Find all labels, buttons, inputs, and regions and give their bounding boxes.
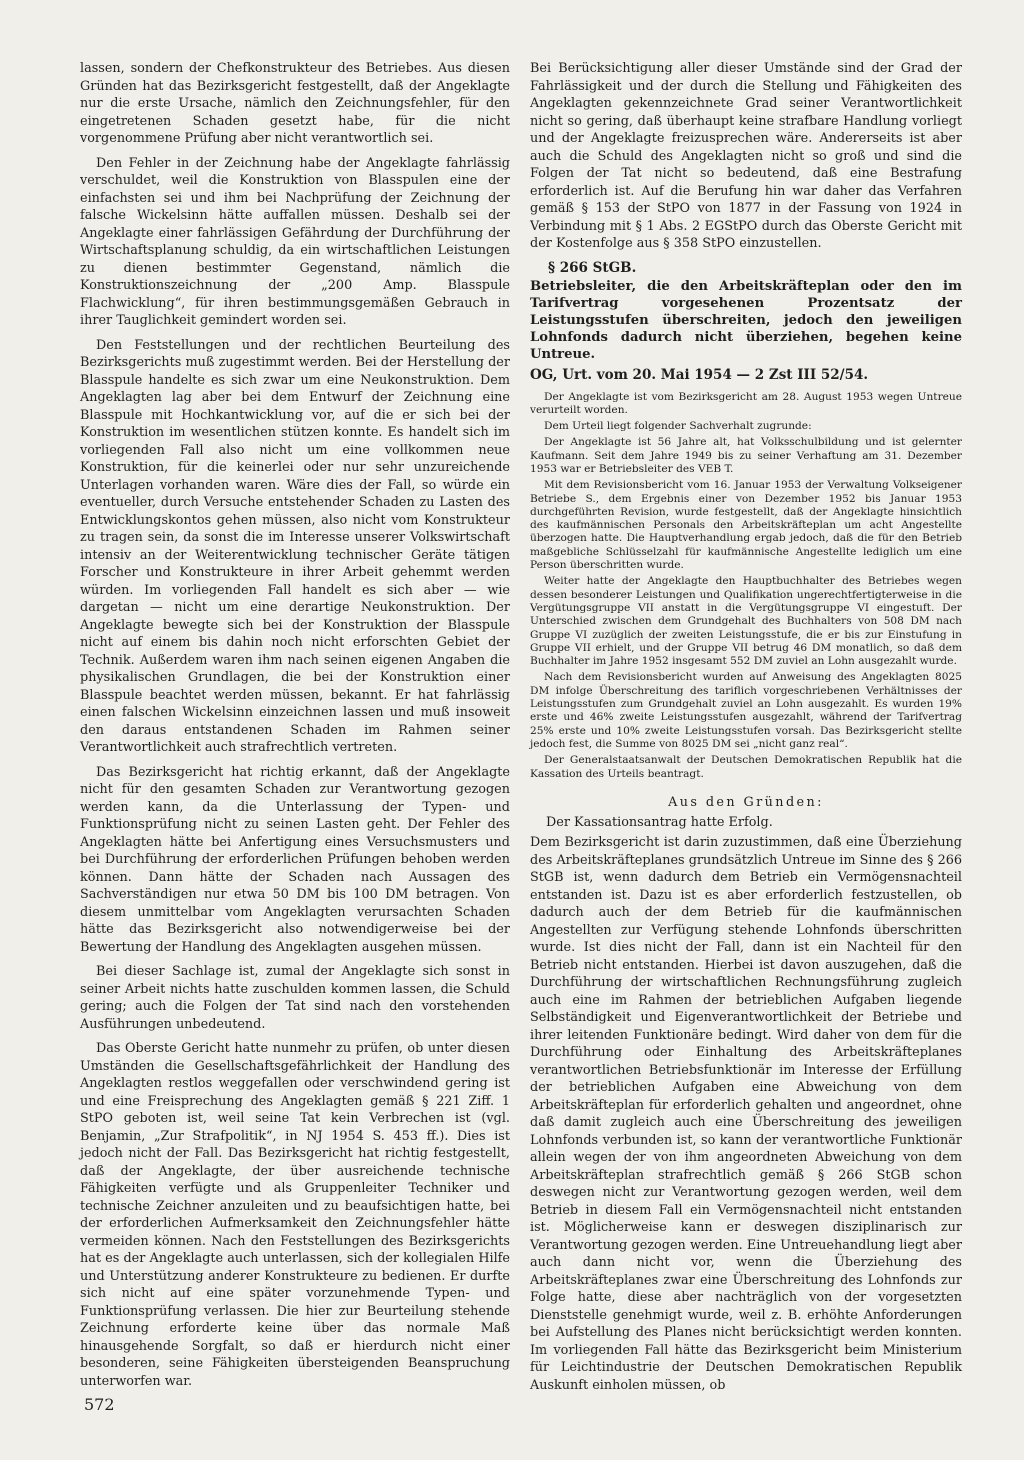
small-paragraph: Der Angeklagte ist vom Bezirksgericht am 28. August 1953 wegen Untreue verurteilt worden.: [530, 390, 962, 416]
result-line: Der Kassationsantrag hatte Erfolg.: [546, 814, 773, 830]
facts-block: [530, 391, 962, 781]
small-paragraph: Mit dem Revisionsbericht vom 16. Januar 1953 der Verwaltung Volkseigener Betriebe S., dem Ergebnis einer von Dezember 1952 bis Januar 1953 durchgeführten Revision, wurde festgestellt, daß der Angeklagte hinsichtlich des kaufmännischen Personals den Arbeitskräfteplan um acht Angestellte überzogen hatte. Die Hauptverhandlung ergab jedoch, daß die für den Betrieb maßgebliche Schlüsselzahl für kaufmännische Angestellte lediglich um eine Person überschritten wurde.: [530, 479, 962, 572]
small-paragraph: Dem Urteil liegt folgender Sachverhalt zugrunde:: [544, 420, 812, 433]
paragraph: Bei Berücksichtigung aller dieser Umstände sind der Grad der Fahrlässigkeit und der durch die Stellung und Fähigkeiten des Angeklagten gekennzeichnete Grad seiner Verantwortlichkeit nicht so gering, daß überhaupt keine strafbare Handlung vorliegt und der Angeklagte freizusprechen wäre. Andererseits ist aber auch die Schuld des Angeklagten nicht so groß und sind die Folgen der Tat nicht so bedeutend, daß eine Bestrafung erforderlich ist. Auf die Berufung hin war daher das Verfahren gemäß § 153 der StPO von 1877 in der Fassung von 1924 in Verbindung mit § 1 Abs. 2 EGStPO durch das Oberste Gericht mit der Kostenfolge aus § 358 StPO einzustellen.: [530, 61, 962, 251]
leitsatz-heading: Betriebsleiter, die den Arbeitskräfteplan oder den im Tarifvertrag vorgesehenen Prozentsatz der Leistungsstufen überschreiten, jedoch den jeweiligen Lohnfonds dadurch nicht überziehen, begehen keine Untreue.: [530, 278, 962, 362]
right-column: [530, 60, 962, 1401]
court-reference: OG, Urt. vom 20. Mai 1954 — 2 Zst III 52/54.: [530, 366, 869, 383]
paragraph: Den Feststellungen und der rechtlichen Beurteilung des Bezirksgerichts muß zugestimmt werden. Bei der Herstellung der Blasspule handelte es sich zwar um eine Neukonstruktion. Dem Angeklagten lag aber bei dem Entwurf der Zeichnung eine Blasspule mit Hochkantwicklung vor, auf die er sich bei der Konstruktion im wesentlichen stützen konnte. Es handelt sich im vorliegenden Fall also nicht um eine vollkommen neue Konstruktion, für die keinerlei oder nur sehr unzureichende Unterlagen vorhanden waren. Wäre dies der Fall, so würde ein eventueller, durch Versuche entstehender Schaden zu Lasten des Entwicklungskontos gehen müssen, also nicht vom Konstrukteur zu tragen sein, da sonst die im Interesse unserer Volkswirtschaft intensiv an der Weiterentwicklung technischer Geräte tätigen Forscher und Konstrukteure in ihrer Arbeit gehemmt werden würden. Im vorliegenden Fall handelt es sich aber — wie dargetan — nicht um eine derartige Neukonstruktion. Der Angeklagte bewegte sich bei der Konstruktion der Blasspule nicht auf einem bis dahin noch nicht erforschten Gebiet der Technik. Außerdem waren ihm nach seinen eigenen Angaben die physikalischen Grundlagen, die bei der Konstruktion einer Blasspule beachtet werden müssen, bekannt. Er hat fahrlässig einen falschen Wickelsinn einzeichnen lassen und muß insoweit den daraus entstandenen Schaden im Rahmen seiner Verantwortlichkeit auch strafrechtlich vertreten.: [80, 337, 510, 755]
small-paragraph: Weiter hatte der Angeklagte den Hauptbuchhalter des Betriebes wegen dessen besonderer Leistungen und Qualifikation ungerechtfertigterweise in die Vergütungsgruppe VII anstatt in die Vergütungsgruppe VI eingestuft. Der Unterschied zwischen dem Grundgehalt des Buchhalters von 508 DM nach Gruppe VI zuzüglich der zweiten Leistungsstufe, die er bis zur Einstufung in Gruppe VII erhielt, und der Gruppe VII betrug 46 DM monatlich, so daß dem Buchhalter im Jahre 1952 insgesamt 552 DM zuviel an Lohn ausgezahlt wurde.: [530, 575, 962, 668]
left-column: [80, 60, 510, 1397]
paragraph: Den Fehler in der Zeichnung habe der Angeklagte fahrlässig verschuldet, weil die Konstruktion von Blasspulen eine der einfachsten sei und ihm bei Nachprüfung der Zeichnung der falsche Wickelsinn hätte auffallen müssen. Deshalb sei der Angeklagte einer fahrlässigen Gefährdung der Durchführung der Wirtschaftsplanung schuldig, da ein wirtschaftlichen Leistungen zu dienen bestimmter Gegenstand, nämlich die Konstruktionszeichnung der „200 Amp. Blasspule Flachwicklung“, für ihren bestimmungsgemäßen Gebrauch in ihrer Tauglichkeit gemindert worden sei.: [80, 155, 510, 328]
section-heading: § 266 StGB.: [548, 259, 637, 276]
paragraph: Das Oberste Gericht hatte nunmehr zu prüfen, ob unter diesen Umständen die Gesellschaftsgefährlichkeit der Handlung des Angeklagten restlos weggefallen oder verschwindend gering ist und eine Freisprechung des Angeklagten gemäß § 221 Ziff. 1 StPO geboten ist, weil seine Tat kein Verbrechen ist (vgl. Benjamin, „Zur Strafpolitik“, in NJ 1954 S. 453 ff.). Dies ist jedoch nicht der Fall. Das Bezirksgericht hat richtig festgestellt, daß der Angeklagte, der über ausreichende technische Fähigkeiten verfügte und als Gruppenleiter Techniker und technische Zeichner anzuleiten und zu beaufsichtigen hatte, bei der erforderlichen Aufmerksamkeit den Zeichnungsfehler hätte vermeiden können. Nach den Feststellungen des Bezirksgerichts hat es der Angeklagte auch unterlassen, sich der kollegialen Hilfe und Unterstützung anderer Konstrukteure zu bedienen. Er durfte sich nicht auf eine später vorzunehmende Typen- und Funktionsprüfung verlassen. Die hier zur Beurteilung stehende Zeichnung erforderte keine über das normale Maß hinausgehende Sorgfalt, so daß er hierdurch nicht einer besonderen, seine Fähigkeiten übersteigenden Beanspruchung unterworfen war.: [80, 1041, 510, 1389]
small-paragraph: Nach dem Revisionsbericht wurden auf Anweisung des Angeklagten 8025 DM infolge Überschreitung des tariflich vorgeschriebenen Verhältnisses der Leistungsstufen zum Grundgehalt zuviel an Lohn ausgezahlt. Es wurden 19% erste und 46% zweite Leistungsstufen ausgezahlt, während der Tarifvertrag 25% erste und 10% zweite Leistungsstufen vorsah. Das Bezirksgericht stellte jedoch fest, die Summe von 8025 DM sei „nicht ganz real“.: [530, 671, 962, 750]
paragraph: Dem Bezirksgericht ist darin zuzustimmen, daß eine Überziehung des Arbeitskräfteplanes grundsätzlich Untreue im Sinne des § 266 StGB ist, wenn dadurch dem Betrieb ein Vermögensnachteil entstanden ist. Dazu ist es aber erforderlich festzustellen, ob dadurch auch der dem Betrieb für die kaufmännischen Angestellten zur Verfügung stehende Lohnfonds überschritten wurde. Ist dies nicht der Fall, dann ist ein Nachteil für den Betrieb nicht entstanden. Hierbei ist davon auszugehen, daß die Durchführung der wirtschaftlichen Rechnungsführung zugleich auch eine im Rahmen der betrieblichen Aufgaben liegende Selbständigkeit und Eigenverantwortlichkeit der Betriebe und ihrer leitenden Funktionäre bedingt. Wird daher von dem für die Durchführung oder Einhaltung des Arbeitskräfteplanes verantwortlichen Betriebsfunktionär im Interesse der Erfüllung der betrieblichen Aufgaben eine Abweichung von dem Arbeitskräfteplan für erforderlich gehalten und angeordnet, ohne daß damit zugleich auch eine Überschreitung des jeweiligen Lohnfonds verbunden ist, so kann der verantwortliche Funktionär allein wegen der von ihm angeordneten Abweichung von dem Arbeitskräfteplan strafrechtlich gemäß § 266 StGB schon deswegen nicht zur Verantwortung gezogen werden, weil dem Betrieb in diesem Fall ein Vermögensnachteil nicht entstanden ist. Möglicherweise kann er deswegen disziplinarisch zur Verantwortung gezogen werden. Eine Untreuehandlung liegt aber auch dann nicht vor, wenn die Überziehung des Arbeitskräfteplanes zwar eine Überschreitung des Lohnfonds zur Folge hatte, diese aber nachträglich von der vorgesetzten Dienststelle genehmigt wurde, weil z. B. erhöhte Anforderungen bei Aufstellung des Planes nicht berücksichtigt werden konnten. Im vorliegenden Fall hätte das Bezirksgericht beim Ministerium für Leichtindustrie der Deutschen Demokratischen Republik Auskunft einholen müssen, ob: [530, 835, 962, 1393]
reasons-heading: Aus den Gründen:: [668, 794, 824, 810]
small-paragraph: Der Generalstaatsanwalt der Deutschen Demokratischen Republik hat die Kassation des Urteils beantragt.: [530, 754, 962, 780]
small-paragraph: Der Angeklagte ist 56 Jahre alt, hat Volksschulbildung und ist gelernter Kaufmann. Seit dem Jahre 1949 bis zu seiner Verhaftung am 31. Dezember 1953 war er Betriebsleiter des VEB T.: [530, 436, 962, 475]
paragraph: Das Bezirksgericht hat richtig erkannt, daß der Angeklagte nicht für den gesamten Schaden zur Verantwortung gezogen werden kann, da die Unterlassung der Typen- und Funktionsprüfung nicht zu seinen Lasten geht. Der Fehler des Angeklagten hätte bei Anfertigung eines Versuchsmusters und bei Durchführung der erforderlichen Prüfungen behoben werden können. Dann hätte der Schaden nach Aussagen des Sachverständigen nur etwa 50 DM bis 100 DM betragen. Von diesem unmittelbar vom Angeklagten verursachten Schaden hätte das Bezirksgericht also notwendigerweise bei der Bewertung der Handlung des Angeklagten ausgehen müssen.: [80, 764, 510, 955]
paragraph: lassen, sondern der Chefkonstrukteur des Betriebes. Aus diesen Gründen hat das Bezirksgericht festgestellt, daß der Angeklagte nur die erste Ursache, nämlich den Zeichnungsfehler, für den eingetretenen Schaden gesetzt habe, für die nicht vorgenommene Prüfung aber nicht verantwortlich sei.: [80, 61, 510, 146]
paragraph: Bei dieser Sachlage ist, zumal der Angeklagte sich sonst in seiner Arbeit nichts hatte zuschulden kommen lassen, die Schuld gering; auch die Folgen der Tat sind nach den vorstehenden Ausführungen unbedeutend.: [80, 964, 510, 1032]
page-number: 572: [84, 1395, 115, 1414]
